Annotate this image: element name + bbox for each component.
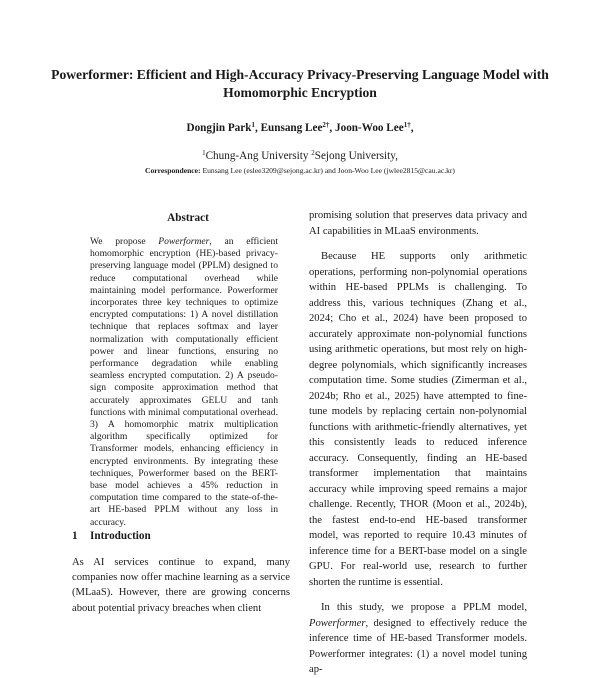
- paragraph: In this study, we propose a PPLM model, Powerformer, designed to effectively reduce the inference time of HE-based Transformer models. Powerformer integrates: (1) a novel model tuning ap-: [309, 602, 527, 675]
- affil-mark: 1: [202, 149, 206, 157]
- affil-name: Chung-Ang University: [205, 150, 309, 162]
- section-title: Introduction: [90, 530, 151, 542]
- author-list: Dongjin Park$^1$, Eunsang Lee$^{2\dagger}$, Joon-Woo Lee$^{1\dagger}$,: [186, 121, 414, 134]
- paragraph: As AI services continue to expand, many companies now offer machine learning as a service (MLaaS). However, there are growing concerns about potential privacy breaches when client: [72, 557, 290, 614]
- author-affil-mark: 2†: [322, 121, 330, 129]
- author-affil-mark: 1†: [403, 121, 411, 129]
- correspondence: [40, 166, 560, 175]
- paragraph: promising solution that preserves data privacy and AI capabilities in MLaaS environments.: [309, 210, 527, 237]
- abstract-heading: Abstract: [167, 212, 209, 224]
- author-affil-mark: 1: [251, 121, 255, 129]
- author-name: Joon-Woo Lee: [335, 122, 404, 134]
- model-name: Powerformer: [309, 617, 366, 629]
- paragraph: Because HE supports only arithmetic operations, performing non-polynomial operations within HE-based PPLMs is challenging. To address this, various techniques (Zhang et al., 2024; Cho et al., 2024) have been proposed to accurately approximate non-polynomial functions using arithmetic operations, but most rely on high-degree polynomials, which significantly increases computation time. Some studies (Zimerman et al., 2024b; Rho et al., 2025) have attempted to fine-tune models by replacing certain non-polynomial functions with arithmetic-friendly alternatives, yet this consistently leads to reduced inference accuracy. Consequently, finding an HE-based transformer implementation that maintains accuracy while improving speed remains a major challenge. Recently, THOR (Moon et al., 2024b), the fastest end-to-end HE-based transformer model, was reported to require 10.43 minutes of inference time for a BERT-base model on a single GPU. For real-world use, research to further shorten the runtime is essential.: [309, 251, 527, 588]
- correspondence-label: Correspondence:: [145, 166, 201, 175]
- affiliations: [40, 150, 560, 162]
- section-heading: [72, 530, 151, 542]
- author-name: Dongjin Park: [186, 122, 252, 134]
- abstract-body: We propose Powerformer, an efficient homomorphic encryption (HE)-based privacy-preserving language model (PPLM) designed to reduce computational overhead while maintaining model performance. Powerformer incorporates three key techniques to optimize encrypted computations: 1) A novel distillation technique that replaces softmax and layer normalization with computationally efficient power and linear functions, ensuring no performance degradation while enabling seamless encrypted computation. 2) A pseudo-sign composite approximation method that accurately approximates GELU and tanh functions with minimal computational overhead. 3) A homomorphic matrix multiplication algorithm specifically optimized for Transformer models, enhancing efficiency in encrypted environments. By integrating these techniques, Powerformer based on the BERT-base model achieves a 45% reduction in computation time compared to the state-of-the-art HE-based PPLM without any loss in accuracy.: [90, 236, 278, 528]
- section-number: 1: [72, 530, 78, 542]
- correspondence-text: Eunsang Lee (eslee3209@sejong.ac.kr) and Joon-Woo Lee (jwlee2815@cau.ac.kr): [202, 166, 455, 175]
- right-column: [309, 208, 527, 678]
- affil-mark: 2: [311, 149, 315, 157]
- introduction-body: [72, 555, 290, 616]
- affil-name: Sejong University,: [314, 150, 398, 162]
- model-name: Powerformer: [158, 236, 210, 247]
- paper-title: Powerformer: Efficient and High-Accuracy Privacy-Preserving Language Model with Homomorphic Encryption: [51, 67, 549, 100]
- author-name: Eunsang Lee: [260, 122, 323, 134]
